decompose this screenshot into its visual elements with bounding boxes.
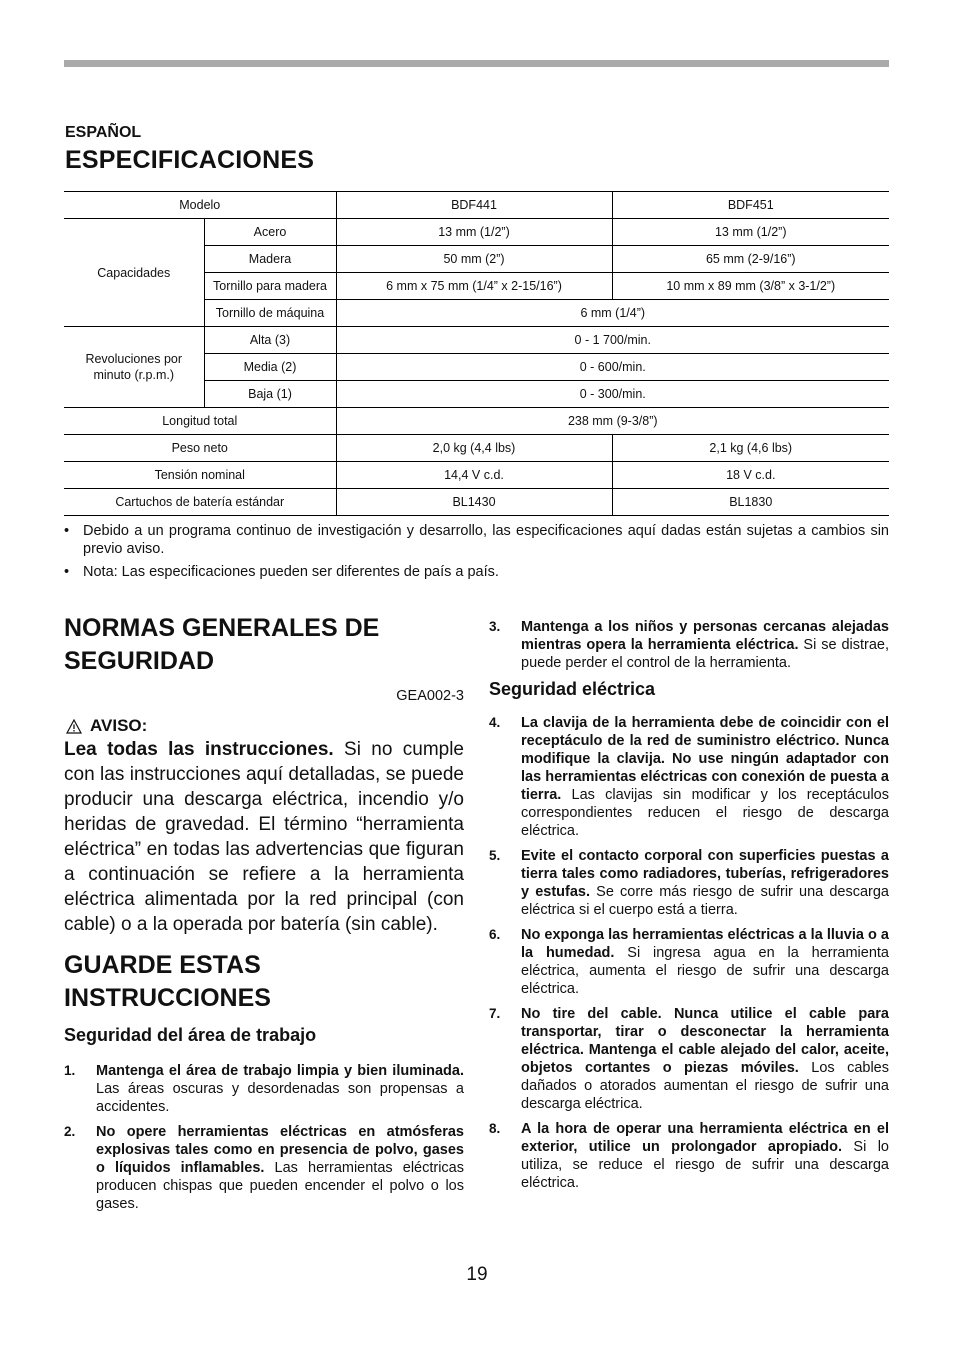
work-area-list: [64, 1062, 464, 1213]
item-number: 7.: [489, 1006, 501, 1021]
item-bold: A la hora de operar una herramienta eléctrica en el exterior, utilice un prolongador apropiado.: [521, 1121, 889, 1155]
cell-value: 10 mm x 89 mm (3/8” x 3-1/2”): [612, 273, 889, 300]
list-item: [489, 1005, 889, 1113]
list-item: [489, 618, 889, 672]
item-text: Las clavijas sin modificar y los receptáculos correspondientes reducen el riesgo de descarga eléctrica.: [521, 787, 889, 839]
list-item: [489, 714, 889, 840]
cell-rpm-label: Revoluciones por minuto (r.p.m.): [64, 327, 204, 408]
note-item: • Nota: Las especificaciones pueden ser diferentes de país a país.: [64, 563, 889, 581]
language-label: ESPAÑOL: [65, 124, 142, 141]
warning-label: AVISO:: [90, 716, 148, 735]
header-rule: [64, 60, 889, 67]
cell-sub-label: Alta (3): [204, 327, 336, 354]
cell-model-bdf441: BDF441: [336, 192, 612, 219]
cell-value: 238 mm (9-3/8”): [336, 408, 889, 435]
safety-title: NORMAS GENERALES DE SEGURIDAD: [64, 614, 380, 675]
cell-label: Tensión nominal: [64, 462, 336, 489]
right-column: [489, 618, 889, 1199]
list-item: [64, 1062, 464, 1116]
save-instructions-title: GUARDE ESTAS INSTRUCCIONES: [64, 951, 271, 1012]
document-code: GEA002-3: [396, 688, 464, 704]
cell-value: 14,4 V c.d.: [336, 462, 612, 489]
item-bold: Evite el contacto corporal con superficies puestas a tierra tales como radiadores, tuberías, refrigeradores y estufas.: [521, 848, 889, 900]
list-item: [489, 926, 889, 998]
item-bold: La clavija de la herramienta debe de coincidir con el receptáculo de la red de suministro eléctrico. Nunca modifique la clavija. No use ningún adaptador con las herramientas eléctricas con conexión de puesta a tierra.: [521, 715, 889, 803]
item-number: 6.: [489, 927, 501, 942]
cell-sub-label: Baja (1): [204, 381, 336, 408]
cell-sub-label: Acero: [204, 219, 336, 246]
item-text: Las herramientas eléctricas producen chispas que pueden encender el polvo o los gases.: [96, 1160, 464, 1212]
electrical-list: [489, 714, 889, 1192]
cell-value: 2,1 kg (4,6 lbs): [612, 435, 889, 462]
item-bold: Mantenga el área de trabajo limpia y bien iluminada.: [96, 1063, 464, 1079]
table-row-model: [64, 192, 889, 219]
table-row: [64, 462, 889, 489]
list-item: [489, 1120, 889, 1192]
item-number: 4.: [489, 715, 501, 730]
list-item: [64, 1123, 464, 1213]
item-number: 8.: [489, 1121, 501, 1136]
cell-value: 0 - 600/min.: [336, 354, 889, 381]
item-text: Se corre más riesgo de sufrir una descarga eléctrica si el cuerpo está a tierra.: [521, 884, 889, 918]
spec-notes: [64, 522, 889, 586]
specifications-table: [64, 191, 889, 516]
item-text: Si ingresa agua en la herramienta eléctrica, aumenta el riesgo de sufrir una descarga eléctrica.: [521, 945, 889, 997]
cell-label: Peso neto: [64, 435, 336, 462]
list-item: [489, 847, 889, 919]
warning-heading: [64, 716, 464, 736]
item-number: 3.: [489, 619, 501, 634]
item-text: Los cables dañados o atorados aumentan el riesgo de sufrir una descarga eléctrica.: [521, 1060, 889, 1112]
cell-value: 0 - 300/min.: [336, 381, 889, 408]
electrical-heading: Seguridad eléctrica: [489, 679, 656, 699]
cell-value: 6 mm (1/4”): [336, 300, 889, 327]
cell-model-bdf451: BDF451: [612, 192, 889, 219]
cell-value: 6 mm x 75 mm (1/4” x 2-15/16”): [336, 273, 612, 300]
cell-value: 2,0 kg (4,4 lbs): [336, 435, 612, 462]
warning-lead-bold: Lea todas las instrucciones.: [64, 739, 334, 760]
warning-triangle-icon: [66, 719, 82, 734]
table-row: [64, 489, 889, 516]
cell-sub-label: Media (2): [204, 354, 336, 381]
cell-label: Cartuchos de batería estándar: [64, 489, 336, 516]
cell-value: BL1430: [336, 489, 612, 516]
note-item: • Debido a un programa continuo de investigación y desarrollo, las especificaciones aquí dadas están sujetas a cambios sin previo aviso.: [64, 522, 889, 558]
item-number: 2.: [64, 1124, 76, 1139]
item-text: Las áreas oscuras y desordenadas son propensas a accidentes.: [96, 1081, 464, 1115]
cell-value: 65 mm (2-9/16”): [612, 246, 889, 273]
work-area-heading: Seguridad del área de trabajo: [64, 1025, 317, 1045]
item-bold: No exponga las herramientas eléctricas a la lluvia o a la humedad.: [521, 927, 889, 961]
cell-value: 13 mm (1/2”): [336, 219, 612, 246]
cell-capacities-label: Capacidades: [64, 219, 204, 327]
cell-value: 0 - 1 700/min.: [336, 327, 889, 354]
left-column: [64, 612, 464, 1220]
item-bold: No opere herramientas eléctricas en atmósferas explosivas tales como en presencia de polvo, gases o líquidos inflamables.: [96, 1124, 464, 1176]
cell-value: 50 mm (2”): [336, 246, 612, 273]
cell-sub-label: Tornillo para madera: [204, 273, 336, 300]
cell-sub-label: Madera: [204, 246, 336, 273]
item-bold: No tire del cable. Nunca utilice el cable para transportar, tirar o desconectar la herramienta eléctrica. Mantenga el cable alejado del calor, aceite, objetos cortantes o piezas móviles.: [521, 1006, 889, 1076]
item-bold: Mantenga a los niños y personas cercanas alejadas mientras opera la herramienta eléctrica.: [521, 619, 889, 653]
cell-value: 18 V c.d.: [612, 462, 889, 489]
item-number: 1.: [64, 1063, 76, 1078]
cell-value: BL1830: [612, 489, 889, 516]
table-row: [64, 408, 889, 435]
cell-value: 13 mm (1/2”): [612, 219, 889, 246]
warning-lead-text: Si no cumple con las instrucciones aquí detalladas, se puede producir una descarga eléctrica, incendio y/o heridas de gravedad. El término “herramienta eléctrica” en todas las advertencias que figuran a continuación se refiere a la herramienta eléctrica alimentada por la red principal (con cable) o a la operada por batería (sin cable).: [64, 739, 464, 935]
cell-model-label: Modelo: [64, 192, 336, 219]
table-row: [64, 219, 889, 246]
warning-text: [64, 737, 464, 937]
item-text: Si se distrae, puede perder el control de la herramienta.: [521, 637, 889, 671]
table-row: [64, 435, 889, 462]
page-title: ESPECIFICACIONES: [65, 146, 315, 174]
cell-label: Longitud total: [64, 408, 336, 435]
table-row: [64, 327, 889, 354]
item-number: 5.: [489, 848, 501, 863]
work-area-list-continued: [489, 618, 889, 672]
cell-sub-label: Tornillo de máquina: [204, 300, 336, 327]
item-text: Si lo utiliza, se reduce el riesgo de sufrir una descarga eléctrica.: [521, 1139, 889, 1191]
page-number: 19: [466, 1264, 488, 1285]
